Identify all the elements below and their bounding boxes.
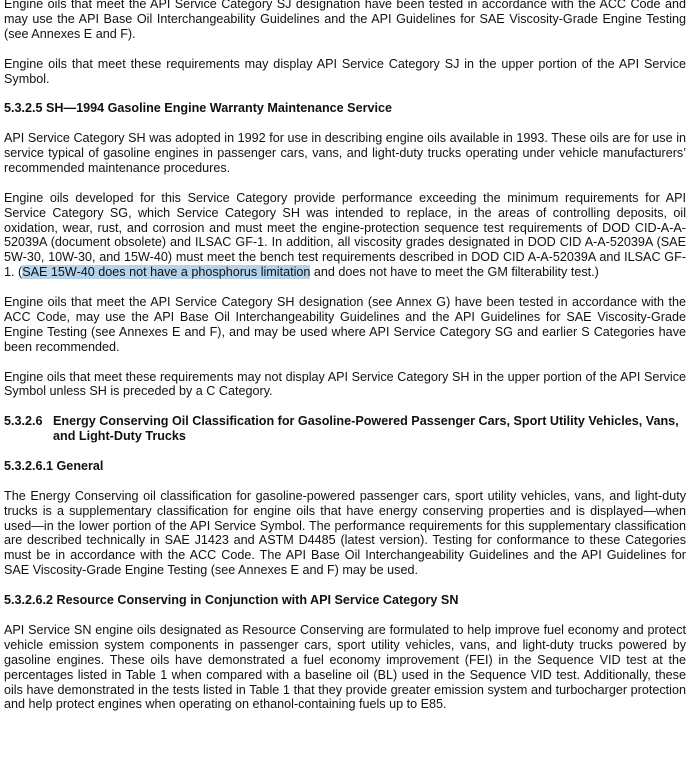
- heading-5-3-2-5: 5.3.2.5 SH—1994 Gasoline Engine Warranty Maintenance Service: [4, 101, 393, 116]
- heading-5-3-2-6: [4, 414, 686, 444]
- heading-5-3-2-6-number: 5.3.2.6: [4, 414, 43, 429]
- paragraph-sh-display: Engine oils that meet these requirements may not display API Service Category SH in the upper portion of the API Service Symbol unless SH is preceded by a C Category.: [4, 369, 686, 399]
- heading-5-3-2-6-title: Energy Conserving Oil Classification for Gasoline-Powered Passenger Cars, Sport Utility Vehicles, Vans, and Light-Duty Trucks: [53, 414, 679, 444]
- paragraph-sh-performance[interactable]: [4, 191, 686, 280]
- document-page: [4, 0, 686, 712]
- paragraph-sh-adopted: API Service Category SH was adopted in 1992 for use in describing engine oils available in 1993. These oils are for use in service typical of gasoline engines in passenger cars, vans, and light-duty trucks operating under vehicle manufacturers’ recommended maintenance procedures.: [4, 131, 686, 175]
- paragraph-resource-conserving: API Service SN engine oils designated as Resource Conserving are formulated to help improve fuel economy and protect vehicle emission system components in passenger cars, sport utility vehicles, vans, and light-duty trucks powered by gasoline engines. These oils have demonstrated a fuel economy improvement (FEI) in the Sequence VID test at the percentages listed in Table 1 when compared with a baseline oil (BL) used in the Sequence VID test. Additionally, these oils have demonstrated in the tests listed in Table 1 that they provide greater emission system and turbocharger protection and help protect engines when operating on ethanol-containing fuels up to E85.: [4, 622, 686, 712]
- paragraph-sj-display: Engine oils that meet these requirements may display API Service Category SJ in the upper portion of the API Service Symbol.: [4, 56, 686, 86]
- paragraph-sh-tested: Engine oils that meet the API Service Category SH designation (see Annex G) have been tested in accordance with the ACC Code, may use the API Base Oil Interchangeability Guidelines and the API Guidelines for SAE Viscosity-Grade Engine Testing (see Annexes E and F), and may be used where API Service Category SG and earlier S Categories have been recommended.: [4, 295, 686, 354]
- paragraph-energy-conserving: The Energy Conserving oil classification for gasoline-powered passenger cars, sport utility vehicles, vans, and light-duty trucks is a supplementary classification for engine oils that have energy conserving properties and is displayed—when used—in the lower portion of the API Service Symbol. The performance requirements for this supplementary classification are described technically in SAE J1423 and ASTM D4485 (latest version). Testing for conformance to these Categories must be in accordance with the ACC Code. The API Base Oil Interchangeability Guidelines and the API Guidelines for SAE Viscosity-Grade Engine Testing (see Annexes E and F) may be used.: [4, 488, 686, 578]
- heading-5-3-2-6-2: 5.3.2.6.2 Resource Conserving in Conjunction with API Service Category SN: [4, 593, 459, 608]
- paragraph-sh-performance-text-a: Engine oils developed for this Service Category provide performance exceeding the minimum requirements for API Service Category SG, which Service Category SH was intended to replace, in the areas of controlling deposits, oil oxidation, wear, rust, and corrosion and must meet the engine-protection sequence test requirements of DOD CID-A-A-52039A (document obsolete) and ILSAC GF-1. In addition, all viscosity grades designated in DOD CID A-A-52039A (SAE 5W-30, 10W-30, and 15W-40) must meet the bench test requirements described in DOD CID A-A-52039A and ILSAC GF-1. (: [4, 190, 686, 280]
- paragraph-sj-tested: Engine oils that meet the API Service Category SJ designation have been tested in accordance with the ACC Code and may use the API Base Oil Interchangeability Guidelines and the API Guidelines for SAE Viscosity-Grade Engine Testing (see Annexes E and F).: [4, 0, 686, 41]
- heading-5-3-2-6-1: 5.3.2.6.1 General: [4, 458, 104, 473]
- paragraph-sh-performance-text-b: and does not have to meet the GM filterability test.): [310, 265, 599, 280]
- selected-text-highlight[interactable]: SAE 15W-40 does not have a phosphorus limitation: [22, 265, 311, 280]
